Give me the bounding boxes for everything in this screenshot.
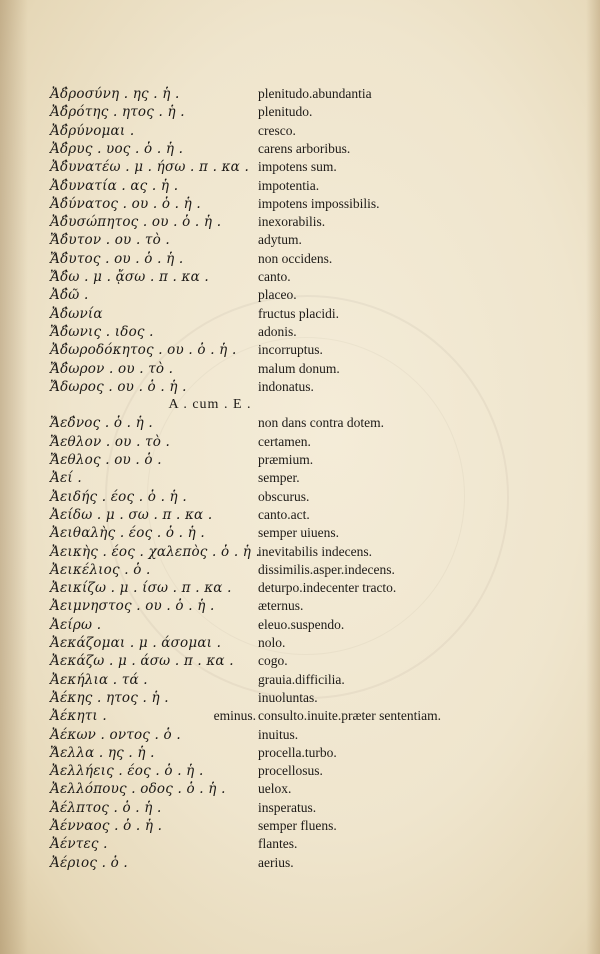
latin-gloss: carens arboribus. [258, 140, 351, 156]
greek-headword: Ἄεδ̓νος . ὁ . ἡ . [50, 415, 153, 432]
latin-prefix: eminus. [213, 708, 256, 724]
dictionary-entry [0, 214, 600, 234]
latin-gloss: dissimilis.asper.indecens. [258, 561, 395, 577]
greek-headword: Ἀεί . [50, 470, 82, 487]
latin-gloss: inuitus. [258, 726, 299, 742]
greek-headword: Ἀελλόπους . οδος . ὁ . ἡ . [50, 781, 226, 798]
dictionary-entry [0, 415, 600, 435]
dictionary-entry [0, 379, 600, 399]
greek-headword: Ἀείδω . μ . σω . π . κα . [50, 506, 213, 523]
dictionary-entry [0, 269, 600, 289]
dictionary-entry [0, 562, 600, 582]
dictionary-entry [0, 361, 600, 381]
greek-headword: Ἄδ̓ω . μ . ᾄσω . π . κα . [50, 269, 209, 285]
latin-gloss: plenitudo.abundantia [258, 86, 372, 101]
greek-headword: Ἀεικέλιος . ὁ . [50, 561, 151, 578]
greek-headword: Ἀειθαλὴς . έος . ὁ . ἡ . [50, 525, 205, 542]
dictionary-entry [0, 196, 600, 216]
dictionary-entry [0, 653, 600, 673]
latin-gloss: plenitudo. [258, 104, 313, 120]
greek-headword: Ἀδ̓ρότης . ητος . ἡ . [50, 104, 185, 121]
dictionary-entry [0, 598, 600, 618]
latin-gloss: adonis. [258, 323, 297, 339]
dictionary-entry [0, 287, 600, 307]
latin-gloss: semper uiuens. [258, 525, 339, 541]
latin-gloss: canto.act. [258, 506, 310, 522]
latin-gloss: impotentia. [258, 177, 320, 193]
latin-gloss: indonatus. [258, 378, 314, 394]
dictionary-entry [0, 855, 600, 875]
latin-gloss: consulto.inuite.præter sententiam. [258, 708, 441, 724]
greek-headword: Ἀδ̓υσώπητος . ου . ὁ . ἡ . [50, 214, 222, 231]
dictionary-entry [0, 251, 600, 271]
greek-headword: Ἀένναος . ὁ . ἡ . [50, 818, 163, 834]
latin-gloss: semper fluens. [258, 818, 337, 833]
greek-headword: Ἄδ̓υτος . ου . ὁ . ἡ . [50, 250, 184, 267]
greek-headword: Ἀεκάζω . μ . άσω . π . κα . [50, 653, 234, 670]
dictionary-entry [0, 178, 600, 198]
greek-headword: Ἄδ̓υτον . ου . τὸ . [50, 232, 170, 249]
greek-headword: Ἀειδής . έος . ὁ . ἡ . [50, 488, 187, 505]
greek-headword: Ἀελλήεις . έος . ὁ . ἡ . [50, 763, 204, 780]
dictionary-entry [0, 86, 600, 106]
dictionary-entry [0, 635, 600, 655]
dictionary-entry [0, 580, 600, 600]
latin-gloss: uelox. [258, 781, 292, 797]
latin-gloss: æternus. [258, 598, 304, 614]
greek-headword: Ἄδ̓ωνις . ιδος . [50, 323, 154, 340]
greek-headword: Ἄεθλος . ου . ὁ . [50, 452, 162, 468]
latin-gloss: procellosus. [258, 763, 323, 779]
greek-headword: Ἄδ̓ωρον . ου . τὸ . [50, 360, 174, 377]
latin-gloss: placeo. [258, 287, 297, 303]
dictionary-entry [0, 159, 600, 179]
dictionary-entry [0, 525, 600, 545]
greek-headword: Ἀειμνηστος . ου . ὁ . ἡ . [50, 598, 215, 615]
latin-gloss: impotens sum. [258, 159, 337, 175]
greek-headword: Ἀδ̓ωροδόκητος . ου . ὁ . ἡ . [50, 342, 237, 359]
latin-gloss: cogo. [258, 653, 288, 669]
dictionary-entry [0, 507, 600, 527]
greek-headword: Ἀδ̓ύνατος . ου . ὁ . ἡ . [50, 195, 201, 212]
latin-gloss: canto. [258, 269, 291, 284]
dictionary-entry [0, 232, 600, 252]
greek-headword: Ἀεικίζω . μ . ίσω . π . κα . [50, 580, 232, 597]
greek-headword: Ἀδ̓υνατία . ας . ἡ . [50, 177, 179, 194]
dictionary-entry [0, 489, 600, 509]
dictionary-entry [0, 434, 600, 454]
latin-gloss: insperatus. [258, 799, 317, 815]
greek-headword: Ἀέριος . ὁ . [50, 854, 128, 871]
latin-gloss: obscurus. [258, 488, 310, 504]
dictionary-entry [0, 727, 600, 747]
greek-headword: Ἀέντες . [50, 836, 108, 853]
dictionary-entry [0, 617, 600, 637]
greek-headword: Ἀείρω . [50, 616, 102, 633]
latin-gloss: non dans contra dotem. [258, 415, 384, 431]
latin-gloss: certamen. [258, 433, 311, 449]
greek-headword: Ἀδ̓ρύνομαι . [50, 122, 135, 139]
dictionary-entry [0, 324, 600, 344]
latin-gloss: adytum. [258, 232, 302, 248]
dictionary-entry [0, 800, 600, 820]
dictionary-entry [0, 104, 600, 124]
greek-headword: Ἀδ̓ωνία [50, 305, 103, 322]
greek-headword: Ἀδ̓ροσύνη . ης . ἡ . [50, 86, 180, 102]
section-heading: A . cum . E . [168, 397, 252, 413]
dictionary-entry [0, 836, 600, 856]
latin-gloss: eleuo.suspendo. [258, 616, 345, 632]
latin-gloss: cresco. [258, 122, 296, 138]
latin-gloss: fructus placidi. [258, 305, 339, 321]
dictionary-entry [0, 141, 600, 161]
latin-gloss: nolo. [258, 635, 286, 650]
greek-headword: Ἀέλπτος . ὁ . ἡ . [50, 799, 162, 816]
latin-gloss: flantes. [258, 836, 298, 852]
dictionary-entry [0, 342, 600, 362]
latin-gloss: præmium. [258, 452, 314, 467]
greek-headword: Ἀεκάζομαι . μ . άσομαι . [50, 635, 222, 651]
latin-gloss: non occidens. [258, 250, 333, 266]
dictionary-entry [0, 781, 600, 801]
dictionary-entry [0, 745, 600, 765]
latin-gloss: grauia.difficilia. [258, 671, 345, 687]
latin-gloss: inevitabilis indecens. [258, 543, 372, 559]
latin-gloss: aerius. [258, 854, 294, 870]
greek-headword: Ἄεθλον . ου . τὸ . [50, 433, 171, 450]
dictionary-entry [0, 306, 600, 326]
latin-gloss: deturpo.indecenter tracto. [258, 580, 397, 596]
latin-gloss: impotens impossibilis. [258, 195, 380, 211]
latin-gloss: semper. [258, 470, 300, 486]
greek-headword: Ἀδ̓ῶ . [50, 287, 89, 304]
dictionary-entry [0, 470, 600, 490]
greek-headword: Ἀέκης . ητος . ἡ . [50, 689, 169, 706]
greek-headword: Ἄδωρος . ου . ὁ . ἡ . [50, 378, 187, 395]
dictionary-entry [0, 818, 600, 838]
greek-headword: Ἀδ̓υνατέω . μ . ήσω . π . κα . [50, 159, 249, 176]
latin-gloss: malum donum. [258, 360, 340, 376]
latin-gloss: inuoluntas. [258, 689, 318, 705]
greek-headword: Ἀέκων . οντος . ὁ . [50, 726, 181, 743]
greek-headword: Ἀεικὴς . έος . χαλεπὸς . ὁ . ἡ . [50, 543, 261, 560]
dictionary-entry [0, 708, 600, 728]
dictionary-entry [0, 544, 600, 564]
dictionary-entry [0, 452, 600, 472]
latin-gloss: procella.turbo. [258, 744, 337, 760]
dictionary-entry [0, 763, 600, 783]
greek-headword: Ἄελλα . ης . ἡ . [50, 744, 155, 761]
latin-gloss: incorruptus. [258, 342, 323, 358]
dictionary-entry [0, 690, 600, 710]
dictionary-entry [0, 123, 600, 143]
greek-headword: Ἀέκητι . [50, 708, 107, 725]
dictionary-entry [0, 672, 600, 692]
greek-headword: Ἀδ̓ρυς . υος . ὁ . ἡ . [50, 140, 184, 157]
greek-headword: Ἀεκήλια . τά . [50, 671, 148, 688]
latin-gloss: inexorabilis. [258, 214, 326, 230]
